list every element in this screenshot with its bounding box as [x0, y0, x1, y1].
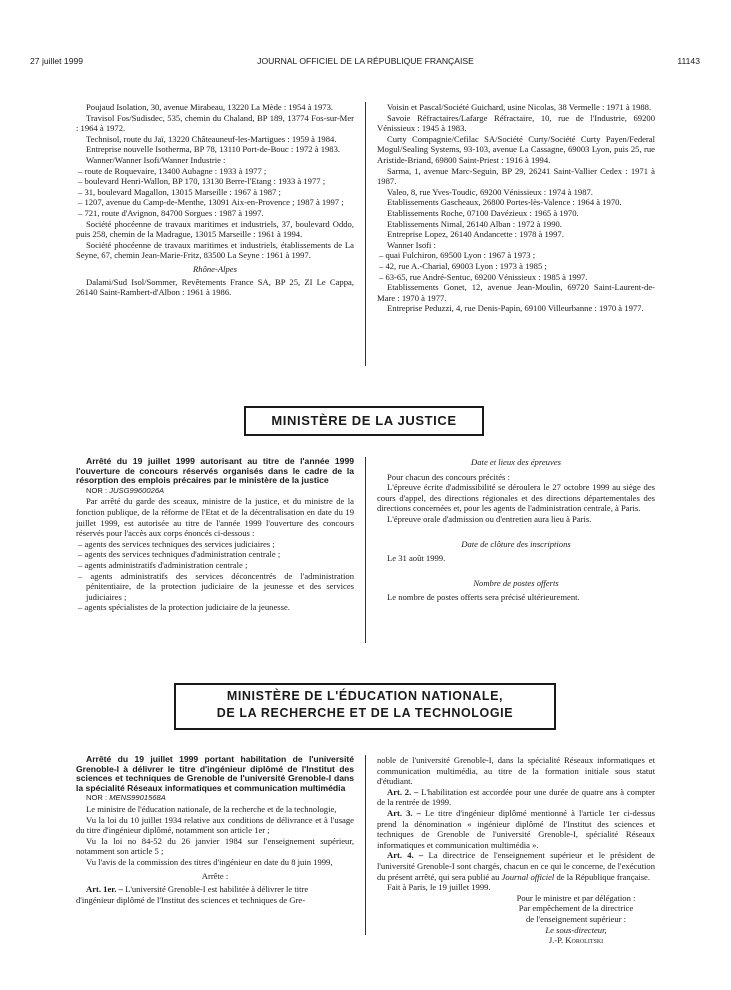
- entry: Valeo, 8, rue Yves-Toudic, 69200 Vénissieux : 1974 à 1987.: [387, 186, 593, 197]
- signature-line: Par empêchement de la directrice: [518, 903, 634, 914]
- address-list: [76, 166, 354, 219]
- signatory-name: J.-P. Korolitski: [548, 935, 604, 946]
- entry: Poujaud Isolation, 30, avenue Mirabeau, 13220 La Mède : 1954 à 1973.: [86, 102, 334, 112]
- education-right-column: [377, 755, 655, 946]
- list-item: – 1207, avenue du Camp-de-Menthe, 13091 Aix-en-Provence ; 1987 à 1997 ;: [76, 197, 354, 208]
- article-text: L'université Grenoble-I est habilitée à délivrer le titre: [125, 884, 309, 895]
- list-item: – agents administratifs d'administration centrale ;: [76, 560, 354, 571]
- entry: Travisol Fos/Sudisdec, 535, chemin du Chaland, BP 189, 13774 Fos-sur-Mer : 1964 à 1972.: [76, 112, 354, 134]
- paragraph: Le ministre de l'éducation nationale, de la recherche et de la technologie,: [86, 803, 337, 814]
- article-1-end: noble de l'université Grenoble-I, dans la spécialité Réseaux informatiques et communication multimédia, au titre de la formation initiale sous statut d'étudiant.: [377, 755, 655, 787]
- entry: Entreprise nouvelle Isotherma, BP 78, 13110 Port-de-Bouc : 1972 à 1983.: [86, 144, 341, 155]
- column-divider: [365, 102, 366, 366]
- nor-label: NOR :: [86, 793, 108, 803]
- list-item: – agents des services techniques d'administration centrale ;: [76, 549, 354, 560]
- justice-left-column: [76, 457, 354, 613]
- header-date: 27 juillet 1999: [30, 56, 84, 66]
- article-3: [377, 808, 655, 850]
- article-text: L'habilitation est accordée pour une durée de quatre ans à compter de la rentrée de 1999.: [377, 786, 655, 808]
- entry: Entreprise Peduzzi, 4, rue Denis-Papin, 69100 Villeurbanne : 1970 à 1977.: [387, 303, 644, 314]
- entry: Etablissements Gascheaux, 26800 Portes-lès-Valence : 1964 à 1970.: [387, 197, 622, 208]
- region-heading: Rhône-Alpes: [193, 263, 237, 274]
- top-left-column: [76, 102, 354, 298]
- article-text: de la République française.: [556, 871, 651, 882]
- signature-line: de l'enseignement supérieur :: [525, 913, 627, 924]
- entry: Société phocéenne de travaux maritimes et industriels, 37, boulevard Oddo, puis 258, chemin de la Madrague, 13015 Marseille : 1961 à 1994.: [76, 218, 354, 240]
- subheading-closing-date: Date de clôture des inscriptions: [461, 538, 571, 549]
- paragraph: Vu la loi no 84-52 du 26 janvier 1984 sur l'enseignement supérieur, notamment son article 5 ;: [76, 835, 354, 857]
- list-item: – 721, route d'Avignon, 84700 Sorgues : 1987 à 1997.: [76, 208, 354, 219]
- article-label: Art. 3. –: [387, 807, 421, 818]
- corps-list: [76, 539, 354, 613]
- list-item: – route de Roquevaire, 13400 Aubagne : 1933 à 1977 ;: [76, 166, 354, 177]
- paragraph: L'épreuve écrite d'admissibilité se déroulera le 27 octobre 1999 au siège des cours d'appel, des directions régionales et des directions départementales des directions concernées et, pour les agents de l'administration centrale, à Paris.: [377, 482, 655, 514]
- list-item: – agents des services techniques des services judiciaires ;: [76, 539, 354, 550]
- banner-line: DE LA RECHERCHE ET DE LA TECHNOLOGIE: [216, 706, 514, 720]
- nor-code: JUSG9960026A: [109, 485, 165, 495]
- subheading-positions: Nombre de postes offerts: [473, 577, 559, 588]
- entry: Wanner/Wanner Isofi/Wanner Industrie :: [86, 154, 226, 165]
- entry: Entreprise Lopez, 26140 Andancette : 1978 à 1997.: [387, 229, 564, 240]
- list-item: – agents administratifs des services déconcentrés de l'administration pénitentiaire, de la protection judiciaire de la jeunesse et des services judiciaires ;: [76, 571, 354, 603]
- header-page-number: 11143: [677, 56, 700, 66]
- list-item: – 42, rue A.-Charial, 69003 Lyon : 1973 à 1985 ;: [377, 261, 655, 272]
- justice-right-column: [377, 457, 655, 603]
- paragraph: Vu la loi du 10 juillet 1934 relative aux conditions de délivrance et à l'usage du titre d'ingénieur diplômé, notamment son article 1er ;: [76, 814, 354, 836]
- article-1-continued: d'ingénieur diplômé de l'Institut des sciences et techniques de Gre-: [76, 894, 306, 905]
- banner-line: MINISTÈRE DE L'ÉDUCATION NATIONALE,: [226, 689, 504, 703]
- entry: Sarma, 1, avenue Marc-Seguin, BP 29, 26241 Saint-Vallier Cedex : 1971 à 1987.: [377, 165, 655, 187]
- paragraph: Le 31 août 1999.: [387, 553, 446, 564]
- signature-line: Pour le ministre et par délégation :: [516, 892, 636, 903]
- article-label: Art. 2. –: [387, 786, 419, 797]
- ministry-education-banner: [174, 683, 556, 730]
- article-1: [76, 884, 354, 895]
- column-divider: [365, 457, 366, 643]
- paragraph: Le nombre de postes offerts sera précisé ultérieurement.: [387, 592, 580, 603]
- entry: Etablissements Nimal, 26140 Alban : 1972 à 1990.: [387, 218, 562, 229]
- article-text: La directrice de l'enseignement supérieur et le président de l'université Grenoble-I sont chargés, chacun en ce qui le concerne, de l'exécution du présent arrêté, qui sera publié au: [377, 850, 655, 882]
- nor-reference: [76, 793, 354, 804]
- list-item: – 63-65, rue André-Sentuc, 69200 Vénissieux : 1985 à 1997.: [377, 272, 655, 283]
- entry: Savoie Réfractaires/Lafarge Réfractaire, 10, rue de l'Industrie, 69200 Vénissieux : 1945 à 1983.: [377, 112, 655, 134]
- article-4: [377, 850, 655, 882]
- article-2: [377, 787, 655, 808]
- entry: Technisol, route du Jaï, 13220 Châteauneuf-les-Martigues : 1959 à 1984.: [86, 133, 337, 144]
- list-item: – 31, boulevard Magallon, 13015 Marseille : 1967 à 1987 ;: [76, 187, 354, 198]
- entry: Société phocéenne de travaux maritimes et industriels, établissements de La Seyne, 67, chemin Jean-Marie-Fritz, 83500 La Seyne : 1961 à 1997.: [76, 239, 354, 261]
- entry: Etablissements Roche, 07100 Davézieux : 1965 à 1970.: [387, 207, 579, 218]
- decree-title: Arrêté du 19 juillet 1999 autorisant au titre de l'année 1999 l'ouverture de concours réservés organisés dans le cadre de la résorption des emplois précaires par le ministère de la justice: [76, 456, 354, 486]
- arrete-heading: Arrête :: [201, 870, 229, 881]
- list-item: – boulevard Henri-Wallon, BP 170, 13130 Berre-l'Etang : 1933 à 1977 ;: [76, 176, 354, 187]
- article-text: Le titre d'ingénieur diplômé mentionné à l'article 1er ci-dessus prend la dénomination « ingénieur diplômé de l'Institut des sciences et techniques de Grenoble de l'université Grenoble-I, spécialité Réseaux informatiques et communication multimédia ».: [377, 807, 655, 850]
- list-item: – agents spécialistes de la protection judiciaire de la jeunesse.: [76, 602, 354, 613]
- education-left-column: [76, 755, 354, 905]
- address-list: [377, 250, 655, 282]
- entry: Dalami/Sud Isol/Sommer, Revêtements France SA, BP 25, ZI Le Cappa, 26140 Saint-Rambert-d'Albon : 1961 à 1986.: [76, 276, 354, 298]
- list-item: – quai Fulchiron, 69500 Lyon : 1967 à 1973 ;: [377, 250, 655, 261]
- signature-date: Fait à Paris, le 19 juillet 1999.: [387, 882, 491, 893]
- decree-intro: Par arrêté du garde des sceaux, ministre de la justice, et du ministre de la fonction publique, de la réforme de l'Etat et de la décentralisation en date du 19 juillet 1999, est autorisée au titre de l'année 1999 l'ouverture des concours réservés pour l'accès aux corps énoncés ci-dessous :: [76, 496, 354, 539]
- entry: Voisin et Pascal/Société Guichard, usine Nicolas, 38 Vermelle : 1971 à 1988.: [387, 102, 652, 112]
- entry: Wanner Isofi :: [387, 239, 436, 250]
- signature-block: [497, 893, 655, 946]
- entry: Etablissements Gonet, 12, avenue Jean-Moulin, 69720 Saint-Laurent-de-Mare : 1970 à 1977.: [377, 282, 655, 303]
- subheading-dates: Date et lieux des épreuves: [471, 457, 561, 467]
- top-right-column: [377, 102, 655, 314]
- journal-name: Journal officiel: [501, 871, 555, 882]
- header-journal-title: JOURNAL OFFICIEL DE LA RÉPUBLIQUE FRANÇAISE: [257, 56, 474, 66]
- nor-reference: [76, 486, 354, 497]
- entry: Curty Compagnie/Cefilac SA/Société Curty/Société Curty Payen/Federal Mogul/Sealing Systems, 93-103, avenue La Cassagne, 69003 Lyon, puis 25, rue Aristide-Briand, 69800 Saint-Priest : 1916 à 1994.: [377, 133, 655, 165]
- nor-code: MENS9901568A: [109, 793, 166, 803]
- ministry-justice-banner: MINISTÈRE DE LA JUSTICE: [244, 406, 484, 436]
- decree-title: Arrêté du 19 juillet 1999 portant habilitation de l'université Grenoble-I à délivrer le titre d'ingénieur diplômé de l'Institut des sciences et techniques de Grenoble de l'université Grenoble-I dans la spécialité Réseaux informatiques et communication multimédia: [76, 754, 354, 793]
- paragraph: L'épreuve orale d'admission ou d'entretien aura lieu à Paris.: [387, 513, 592, 524]
- column-divider: [365, 755, 366, 935]
- article-label: Art. 1er. –: [86, 884, 123, 895]
- signature-title: Le sous-directeur,: [545, 924, 607, 935]
- article-label: Art. 4. –: [387, 850, 424, 861]
- paragraph: Vu l'avis de la commission des titres d'ingénieur en date du 8 juin 1999,: [86, 856, 333, 867]
- paragraph: Pour chacun des concours précités :: [387, 471, 510, 482]
- nor-label: NOR :: [86, 485, 108, 495]
